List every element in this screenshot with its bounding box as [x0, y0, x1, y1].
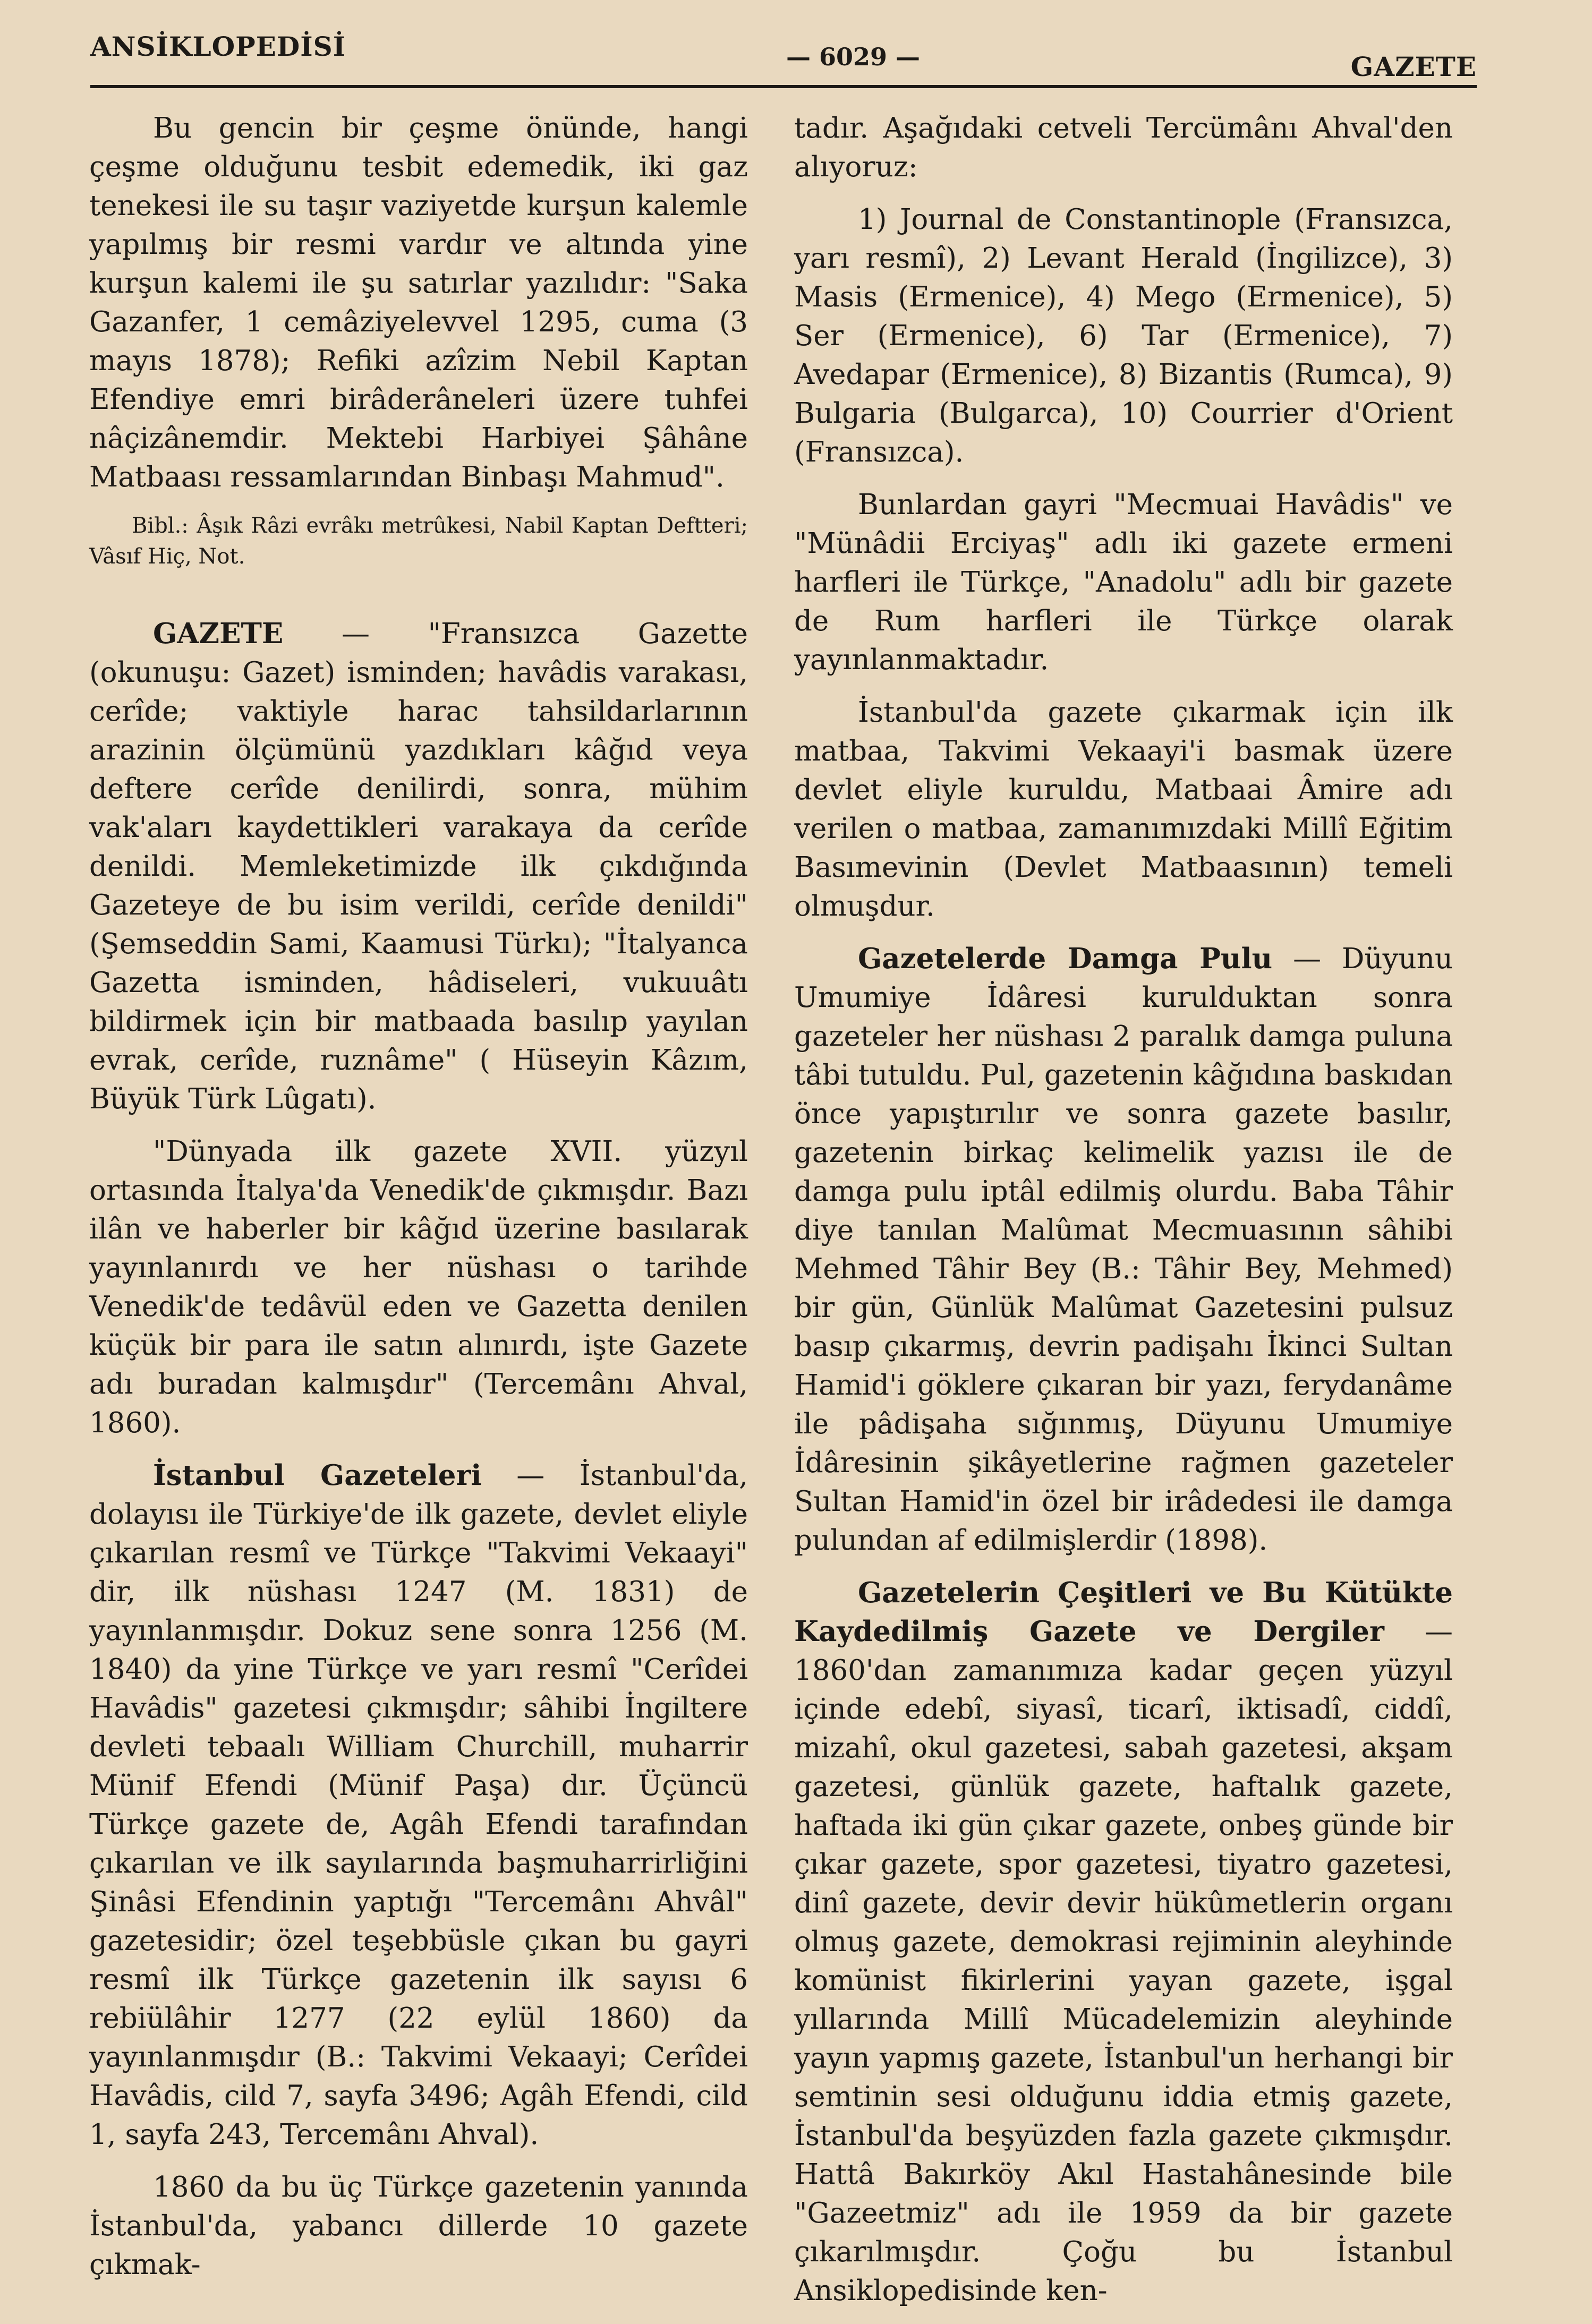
entry-term: GAZETE	[153, 617, 284, 650]
section-text: — 1860'dan zamanımıza kadar geçen yüzyıl içinde edebî, siyasî, ticarî, iktisadî, ciddî, mizahî, okul gazetesi, sabah gazetesi, akşam gazetesi, günlük gazete, haftalık gazete, haftada iki gün çıkar gazete, onbeş günde bir çıkar gazete, spor gazetesi, tiyatro gazetesi, dinî gazete, devir devir hükûmetlerin organı olmuş gazete, demokrasi rejiminin aleyhinde komünist fikirlerini yayan gazete, işgal yıllarında Millî Mücadelemizin aleyhinde yayın yapmış gazete, İstanbul'un herhangi bir semtinin sesi olduğunu iddia etmiş gazete, İstanbul'da beşyüzden fazla gazete çıkmışdır. Hattâ Bakırköy Akıl Hastahânesinde bile "Gazeetmiz" adı ile 1959 da bir gazete çıkarılmışdır. Çoğu bu İstanbul Ansiklopedisinde ken-	[794, 1616, 1453, 2307]
running-title: ANSİKLOPEDİSİ	[90, 31, 346, 62]
entry-text: — "Fransızca Gazette (okunuşu: Gazet) isminden; havâdis varakası, cerîde; vaktiyle harac tahsildarlarının arazinin ölçümünü yazdıkları kâğıd veya deftere cerîde denilirdi, sonra, mühim vak'aları kaydettikleri varakaya da cerîde denildi. Memleketimizde ilk çıkdığında Gazeteye de bu isim verildi, cerîde denildi" (Şemseddin Sami, Kaamusi Türkı); "İtalyanca Gazetta isminden, hâdiseleri, vukuuâtı bildirmek için bir matbaada basılıp yayılan evrak, cerîde, ruznâme" ( Hüseyin Kâzım, Büyük Türk Lûgatı).	[89, 618, 748, 1115]
right-column	[794, 109, 1453, 2324]
paragraph	[89, 614, 748, 1118]
page-header	[90, 31, 1477, 89]
section-term: Gazetelerde Damga Pulu	[858, 942, 1273, 975]
bibliography: Bibl.: Âşık Râzi evrâkı metrûkesi, Nabil Kaptan Deftteri; Vâsıf Hiç, Not.	[89, 514, 748, 569]
section-term: Gazetelerin Çeşitleri ve Bu Kütükte Kaydedilmiş Gazete ve Dergiler	[794, 1576, 1453, 1648]
header-rule	[90, 85, 1477, 88]
paragraph	[89, 1456, 748, 2154]
paragraph: "Dünyada ilk gazete XVII. yüzyıl ortasında İtalya'da Venedik'de çıkmışdır. Bazı ilân ve haberler bir kâğıd üzerine basılarak yayınlanırdı ve her nüshası o tarihde Venedik'de tedâvül eden ve Gazetta denilen küçük bir para ile satın alınırdı, işte Gazete adı buradan kalmışdır" (Tercemânı Ahval, 1860).	[89, 1135, 748, 1439]
paragraph: Bu gencin bir çeşme önünde, hangi çeşme olduğunu tesbit edemedik, iki gaz tenekesi ile su taşır vaziyetde kurşun kalemle yapılmış bir resmi vardır ve altında yine kurşun kalemi ile şu satırlar yazılıdır: "Saka Gazanfer, 1 cemâziyelevvel 1295, cuma (3 mayıs 1878); Refiki azîzim Nebil Kaptan Efendiye emri birâderâneleri üzere tuhfei nâçizânemdir. Mektebi Harbiyei Şâhâne Matbaası ressamlarından Binbaşı Mahmud".	[89, 112, 748, 493]
left-column	[89, 109, 748, 2298]
page-number: — 6029 —	[786, 42, 921, 71]
section-text: — Düyunu Umumiye İdâresi kurulduktan sonra gazeteler her nüshası 2 paralık damga puluna tâbi tutuldu. Pul, gazetenin kâğıdına baskıdan önce yapıştırılır ve sonra gazete basılır, gazetenin birkaç kelimelik yazısı ile de damga pulu iptâl edilmiş olurdu. Baba Tâhir diye tanılan Malûmat Mecmuasının sâhibi Mehmed Tâhir Bey (B.: Tâhir Bey, Mehmed) bir gün, Günlük Malûmat Gazetesini pulsuz basıp çıkarmış, devrin padişahı İkinci Sultan Hamid'i göklere çıkaran bir yazı, ferydanâme ile pâdişaha sığınmış, Düyunu Umumiye İdâresinin şikâyetlerine rağmen gazeteler Sultan Hamid'in özel bir irâdedesi ile damga pulundan af edilmişlerdir (1898).	[794, 943, 1453, 1557]
section-text: — İstanbul'da, dolayısı ile Türkiye'de ilk gazete, devlet eliyle çıkarılan resmî ve Türkçe "Takvimi Vekaayi" dir, ilk nüshası 1247 (M. 1831) de yayınlanmışdır. Dokuz sene sonra 1256 (M. 1840) da yine Türkçe ve yarı resmî "Cerîdei Havâdis" gazetesi çıkmışdır; sâhibi İngiltere devleti tebaalı William Churchill, muharrir Münif Efendi (Münif Paşa) dır. Üçüncü Türkçe gazete de, Agâh Efendi tarafından çıkarılan ve ilk sayılarında başmuharrirliğini Şinâsi Efendinin yaptığı "Tercemânı Ahvâl" gazetesidir; özel teşebbüsle çıkan bu gayri resmî ilk Türkçe gazetenin ilk sayısı 6 rebiülâhir 1277 (22 eylül 1860) da yayınlanmışdır (B.: Takvimi Vekaayi; Cerîdei Havâdis, cild 7, sayfa 3496; Agâh Efendi, cild 1, sayfa 243, Tercemânı Ahval).	[89, 1459, 748, 2151]
paragraph: İstanbul'da gazete çıkarmak için ilk matbaa, Takvimi Vekaayi'i basmak üzere devlet eliyle kuruldu, Matbaai Âmire adı verilen o matbaa, zamanımızdaki Millî Eğitim Basımevinin (Devlet Matbaasının) temeli olmuşdur.	[794, 696, 1453, 922]
paragraph	[794, 939, 1453, 1560]
newspaper-list: 1) Journal de Constantinople (Fransızca, yarı resmî), 2) Levant Herald (İngilizce), 3) Masis (Ermenice), 4) Mego (Ermenice), 5) Ser (Ermenice), 6) Tar (Ermenice), 7) Avedapar (Ermenice), 8) Bizantis (Rumca), 9) Bulgaria (Bulgarca), 10) Courrier d'Orient (Fransızca).	[794, 203, 1453, 468]
entry-headword: GAZETE	[1350, 51, 1477, 82]
paragraph: Bunlardan gayri "Mecmuai Havâdis" ve "Münâdii Erciyaş" adlı iki gazete ermeni harfleri ile Türkçe, "Anadolu" adlı bir gazete de Rum harfleri ile Türkçe olarak yayınlanmaktadır.	[794, 489, 1453, 676]
paragraph: 1860 da bu üç Türkçe gazetenin yanında İstanbul'da, yabancı dillerde 10 gazete çıkmak-	[89, 2171, 748, 2281]
paragraph: tadır. Aşağıdaki cetveli Tercümânı Ahval'den alıyoruz:	[794, 112, 1453, 183]
section-term: İstanbul Gazeteleri	[153, 1459, 482, 1492]
